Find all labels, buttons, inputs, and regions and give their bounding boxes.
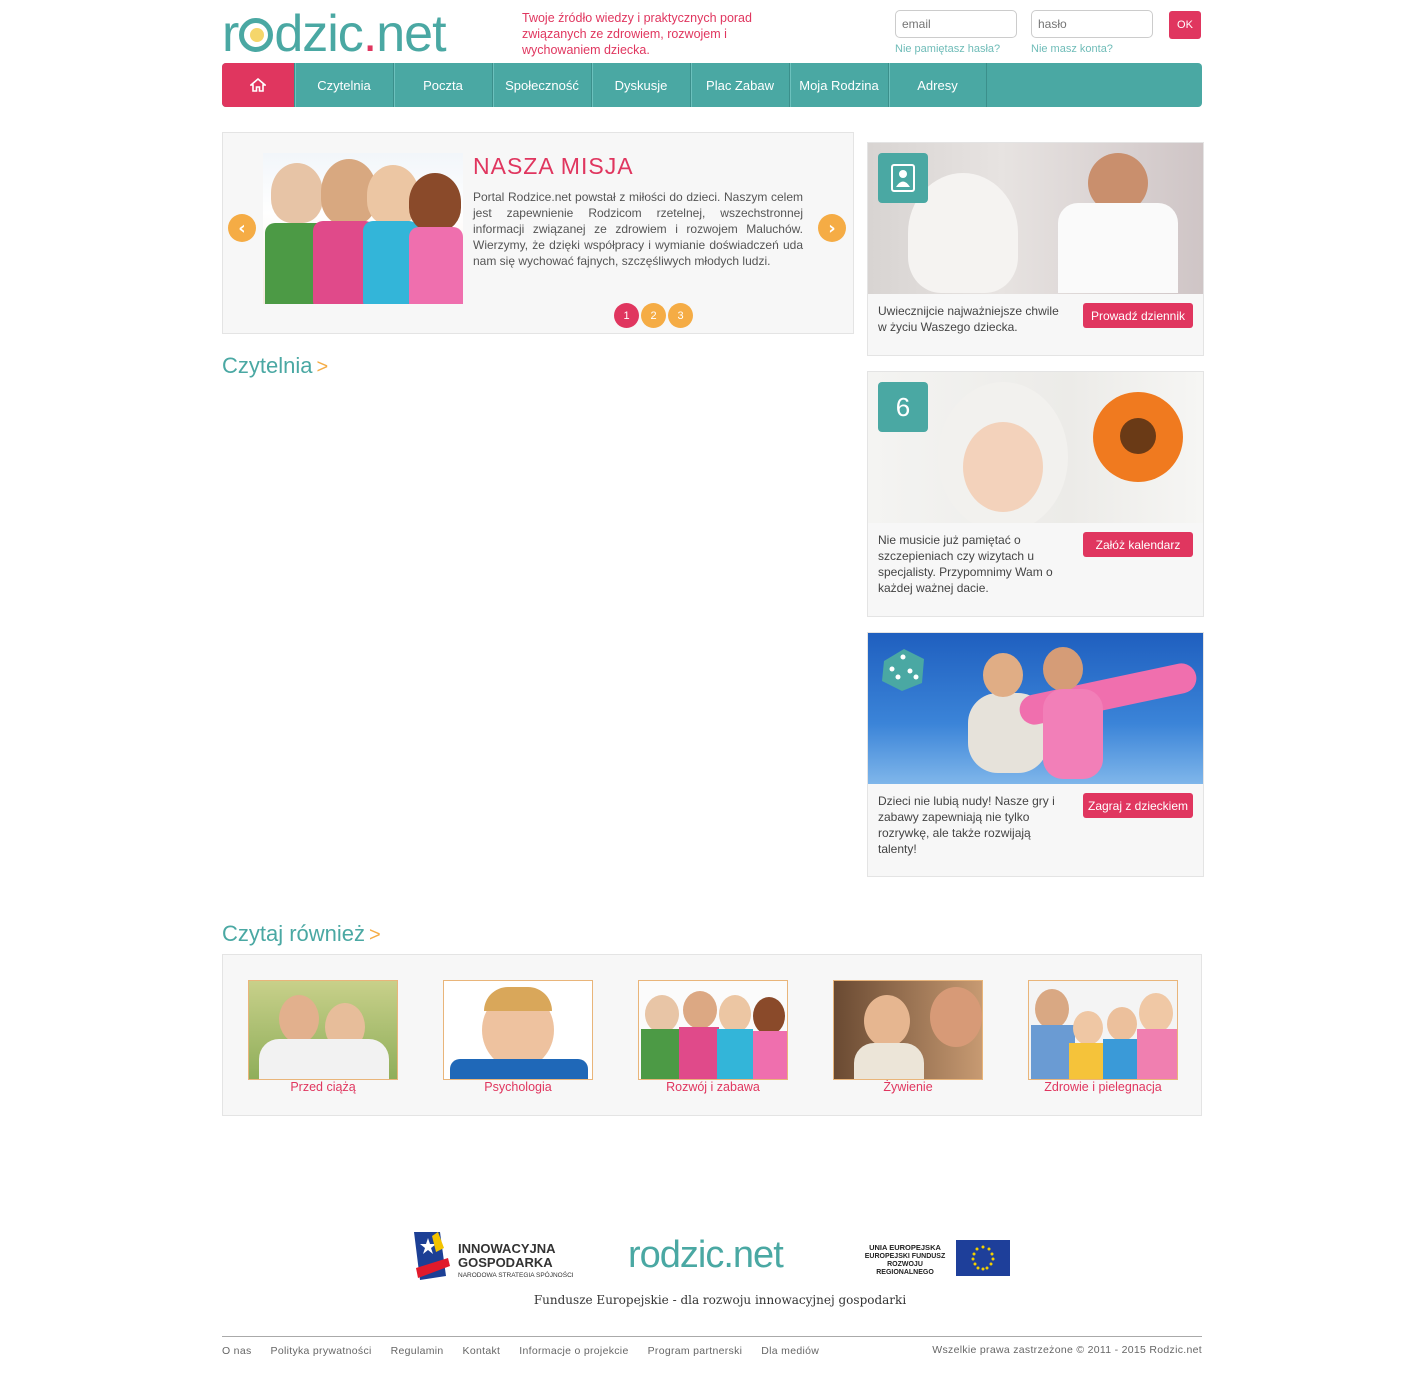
chevron-right-icon: > — [369, 924, 381, 946]
card-image-doctor-kid — [868, 143, 1203, 294]
footer-rodzic-logo: rodzic.net — [628, 1234, 783, 1276]
thumb-family — [1028, 980, 1178, 1080]
slide-text: Portal Rodzice.net powstał z miłości do dzieci. Naszym celem jest zapewnienie Rodzicom rzetelnej, wszechstronnej informacji związanej ze zdrowiem i rozwojem Maluchów. Wierzymy, że dzięki współpracy i wymianie doświadczeń uda nam się wychować fajnych, szczęśliwych młodych ludzi. — [473, 190, 803, 268]
logo-baby-face-icon — [239, 18, 273, 52]
footer-link-regulamin[interactable]: Regulamin — [390, 1345, 444, 1357]
main-nav — [222, 63, 1202, 107]
nav-item-plac-zabaw[interactable]: Plac Zabaw — [690, 63, 789, 107]
card-games-text: Dzieci nie lubią nudy! Nasze gry i zabawy zapewniają nie tylko rozrywkę, ale także rozwijają talenty! — [878, 794, 1055, 856]
card-calendar — [867, 371, 1204, 617]
read-item-label: Żywienie — [883, 1080, 933, 1094]
read-also-box — [222, 954, 1202, 1116]
card-image-jumping-family — [868, 633, 1203, 784]
nav-item-adresy[interactable]: Adresy — [888, 63, 987, 107]
chevron-right-icon: > — [316, 356, 329, 378]
nav-home[interactable] — [222, 63, 294, 107]
password-input[interactable] — [1031, 10, 1153, 38]
chevron-left-icon: ‹ — [238, 217, 246, 239]
thumb-boy-tongue — [443, 980, 593, 1080]
footer-link-informacje[interactable]: Informacje o projekcie — [519, 1345, 629, 1357]
footer-link-dla-mediow[interactable]: Dla mediów — [761, 1345, 820, 1357]
eu-funds-line: Fundusze Europejskie - dla rozwoju innowacyjnej gospodarki — [533, 1293, 907, 1307]
prowadz-dziennik-button[interactable]: Prowadź dziennik — [1083, 303, 1193, 328]
read-item-rozwoj-i-zabawa[interactable] — [638, 980, 788, 1094]
footer-logos — [400, 1222, 1020, 1292]
zaloz-kalendarz-button[interactable]: Załóż kalendarz — [1083, 532, 1193, 557]
footer-link-o-nas[interactable]: O nas — [222, 1345, 252, 1357]
innowacyjna-gospodarka-logo — [410, 1228, 590, 1284]
eu-flag-icon — [956, 1240, 1010, 1276]
nav-item-dyskusje[interactable]: Dyskusje — [591, 63, 690, 107]
nav-item-poczta[interactable]: Poczta — [393, 63, 492, 107]
slider-pagination — [614, 303, 693, 328]
slider-prev-button[interactable] — [228, 214, 256, 242]
calendar-icon: 6 — [878, 382, 928, 432]
slide-title: NASZA MISJA — [473, 153, 634, 179]
ig-subtitle: NARODOWA STRATEGIA SPÓJNOŚCI — [458, 1272, 574, 1279]
forgot-password-link[interactable]: Nie pamiętasz hasła? — [895, 43, 1001, 55]
read-item-label: Przed ciążą — [290, 1080, 356, 1094]
diary-person-icon — [878, 153, 928, 203]
nav-item-moja-rodzina[interactable]: Moja Rodzina — [789, 63, 888, 107]
card-diary — [867, 142, 1204, 356]
card-calendar-text: Nie musicie już pamiętać o szczepieniach czy wizytach u specjalisty. Przypomnimy Wam o każdej ważnej dacie. — [878, 533, 1053, 595]
czytelnia-title: Czytelnia — [222, 353, 313, 378]
slide-image-kids — [263, 153, 463, 304]
copyright-text: Wszelkie prawa zastrzeżone © 2011 - 2015 Rodzic.net — [932, 1344, 1202, 1356]
thumb-boy-eating — [833, 980, 983, 1080]
ig-title: INNOWACYJNA GOSPODARKA — [458, 1241, 556, 1270]
footer-link-kontakt[interactable]: Kontakt — [462, 1345, 501, 1357]
slider-page-3[interactable]: 3 — [668, 303, 693, 328]
read-also-heading[interactable] — [222, 921, 381, 947]
read-also-title: Czytaj również — [222, 921, 366, 946]
footer-link-polityka[interactable]: Polityka prywatności — [270, 1345, 372, 1357]
ig-flag-icon — [410, 1228, 454, 1284]
read-item-psychologia[interactable] — [443, 980, 593, 1094]
slider-page-1[interactable]: 1 — [614, 303, 639, 328]
read-item-label: Zdrowie i pielegnacja — [1044, 1080, 1162, 1094]
czytelnia-heading[interactable] — [222, 353, 328, 379]
read-item-przed-ciaza[interactable] — [248, 980, 398, 1094]
nav-item-czytelnia[interactable]: Czytelnia — [294, 63, 393, 107]
thumb-kids — [638, 980, 788, 1080]
site-tagline: Twoje źródło wiedzy i praktycznych porad związanych ze zdrowiem, rozwojem i wychowaniem dziecka. — [522, 11, 752, 57]
site-logo[interactable] — [222, 5, 484, 63]
eu-text: UNIA EUROPEJSKA EUROPEJSKI FUNDUSZ ROZWOJU REGIONALNEGO — [864, 1243, 946, 1276]
footer-link-program-partnerski[interactable]: Program partnerski — [647, 1345, 743, 1357]
card-diary-text: Uwiecznijcie najważniejsze chwile w życiu Waszego dziecka. — [878, 304, 1059, 334]
footer-links — [222, 1345, 819, 1357]
thumb-couple — [248, 980, 398, 1080]
read-item-zdrowie-i-pielegnacja[interactable] — [1028, 980, 1178, 1094]
read-item-label: Psychologia — [484, 1080, 552, 1094]
email-input[interactable] — [895, 10, 1017, 38]
nav-item-spolecznosc[interactable]: Społeczność — [492, 63, 591, 107]
slider-next-button[interactable] — [818, 214, 846, 242]
footer-divider — [222, 1336, 1202, 1337]
eu-logo — [858, 1240, 1013, 1278]
register-link[interactable]: Nie masz konta? — [1031, 43, 1113, 55]
logo-text: r dzic.net — [222, 5, 446, 63]
home-icon — [250, 78, 266, 92]
login-ok-button[interactable]: OK — [1169, 11, 1201, 39]
card-image-baby-flower — [868, 372, 1203, 523]
read-item-zywienie[interactable] — [833, 980, 983, 1094]
read-item-label: Rozwój i zabawa — [666, 1080, 760, 1094]
card-games — [867, 632, 1204, 877]
zagraj-z-dzieckiem-button[interactable]: Zagraj z dzieckiem — [1083, 793, 1193, 818]
chevron-right-icon: › — [828, 217, 836, 239]
dice-icon — [878, 643, 928, 693]
mission-slider — [222, 132, 854, 334]
slider-page-2[interactable]: 2 — [641, 303, 666, 328]
